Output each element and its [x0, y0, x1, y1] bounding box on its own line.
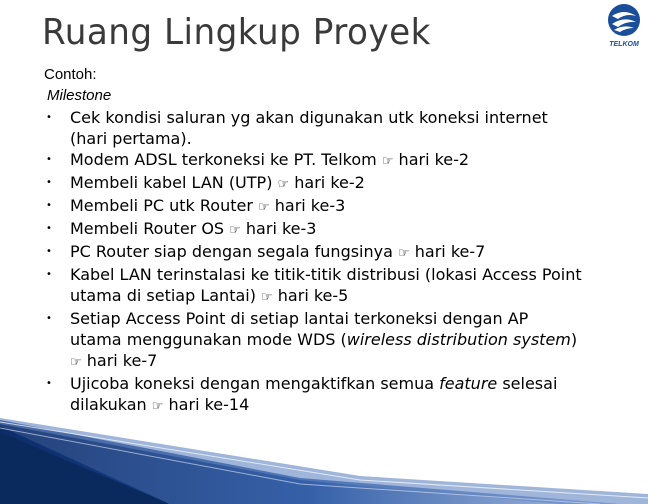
item-text-italic: wireless distribution system — [346, 330, 571, 349]
item-day: hari ke-14 — [163, 395, 250, 414]
item-text: Membeli Router OS — [70, 219, 225, 238]
pointer-icon: ☞ — [261, 290, 273, 305]
item-day: hari ke-7 — [409, 242, 486, 261]
pointer-icon: ☞ — [151, 399, 164, 414]
bullet-icon: • — [46, 269, 52, 280]
list-item — [43, 149, 633, 172]
milestone-label: Milestone — [47, 87, 112, 104]
item-text-end: selesai — [497, 374, 558, 393]
list-item — [43, 195, 633, 218]
slide-title: Ruang Lingkup Proyek — [42, 12, 431, 53]
pointer-icon: ☞ — [258, 200, 270, 215]
bullet-icon: • — [46, 378, 52, 389]
item-text-line2: utama menggunakan mode WDS ( — [70, 330, 347, 349]
bullet-icon: • — [46, 223, 52, 234]
item-text: Kabel LAN terinstalasi ke titik-titik distribusi (lokasi Access Point — [70, 265, 582, 284]
item-day: hari ke-2 — [289, 173, 365, 192]
list-item — [43, 241, 633, 264]
pointer-icon: ☞ — [398, 246, 410, 261]
item-day: hari ke-2 — [393, 150, 470, 169]
decorative-wave-bar — [0, 418, 648, 504]
bullet-icon: • — [46, 177, 52, 188]
list-item — [43, 373, 633, 417]
item-text: Cek kondisi saluran yg akan digunakan utk koneksi internet — [70, 108, 548, 127]
item-text: PC Router siap dengan segala fungsinya — [70, 242, 393, 261]
logo-text: TELKOM — [609, 41, 639, 48]
bullet-icon: • — [46, 200, 52, 211]
pointer-icon: ☞ — [229, 223, 241, 238]
pointer-icon: ☞ — [70, 355, 82, 370]
example-label: Contoh: — [44, 66, 97, 83]
item-text: Membeli kabel LAN (UTP) — [70, 173, 273, 192]
item-text-line2: dilakukan — [70, 395, 147, 414]
list-item — [43, 172, 633, 195]
item-text-line2: (hari pertama). — [70, 129, 192, 148]
item-text: Setiap Access Point di setiap lantai terkoneksi dengan AP — [70, 309, 529, 328]
item-day: hari ke-3 — [269, 196, 346, 215]
milestone-list — [43, 107, 633, 417]
item-text-italic: feature — [439, 374, 498, 393]
list-item — [43, 107, 633, 149]
bullet-icon: • — [46, 154, 52, 165]
item-text: Ujicoba koneksi dengan mengaktifkan semua — [70, 374, 440, 393]
pointer-icon: ☞ — [381, 154, 394, 169]
bullet-icon: • — [46, 246, 52, 257]
bullet-icon: • — [46, 112, 52, 123]
list-item — [43, 264, 633, 308]
item-day: hari ke-3 — [240, 219, 317, 238]
item-text-line2: utama di setiap Lantai) — [70, 286, 256, 305]
item-day: hari ke-7 — [81, 351, 158, 370]
list-item — [43, 218, 633, 241]
item-text-line2-end: ) — [570, 330, 578, 349]
list-item — [43, 308, 633, 373]
bullet-icon: • — [46, 313, 52, 324]
item-day: hari ke-5 — [272, 286, 349, 305]
item-text: Modem ADSL terkoneksi ke PT. Telkom — [70, 150, 377, 169]
pointer-icon: ☞ — [277, 177, 290, 192]
item-text: Membeli PC utk Router — [70, 196, 253, 215]
